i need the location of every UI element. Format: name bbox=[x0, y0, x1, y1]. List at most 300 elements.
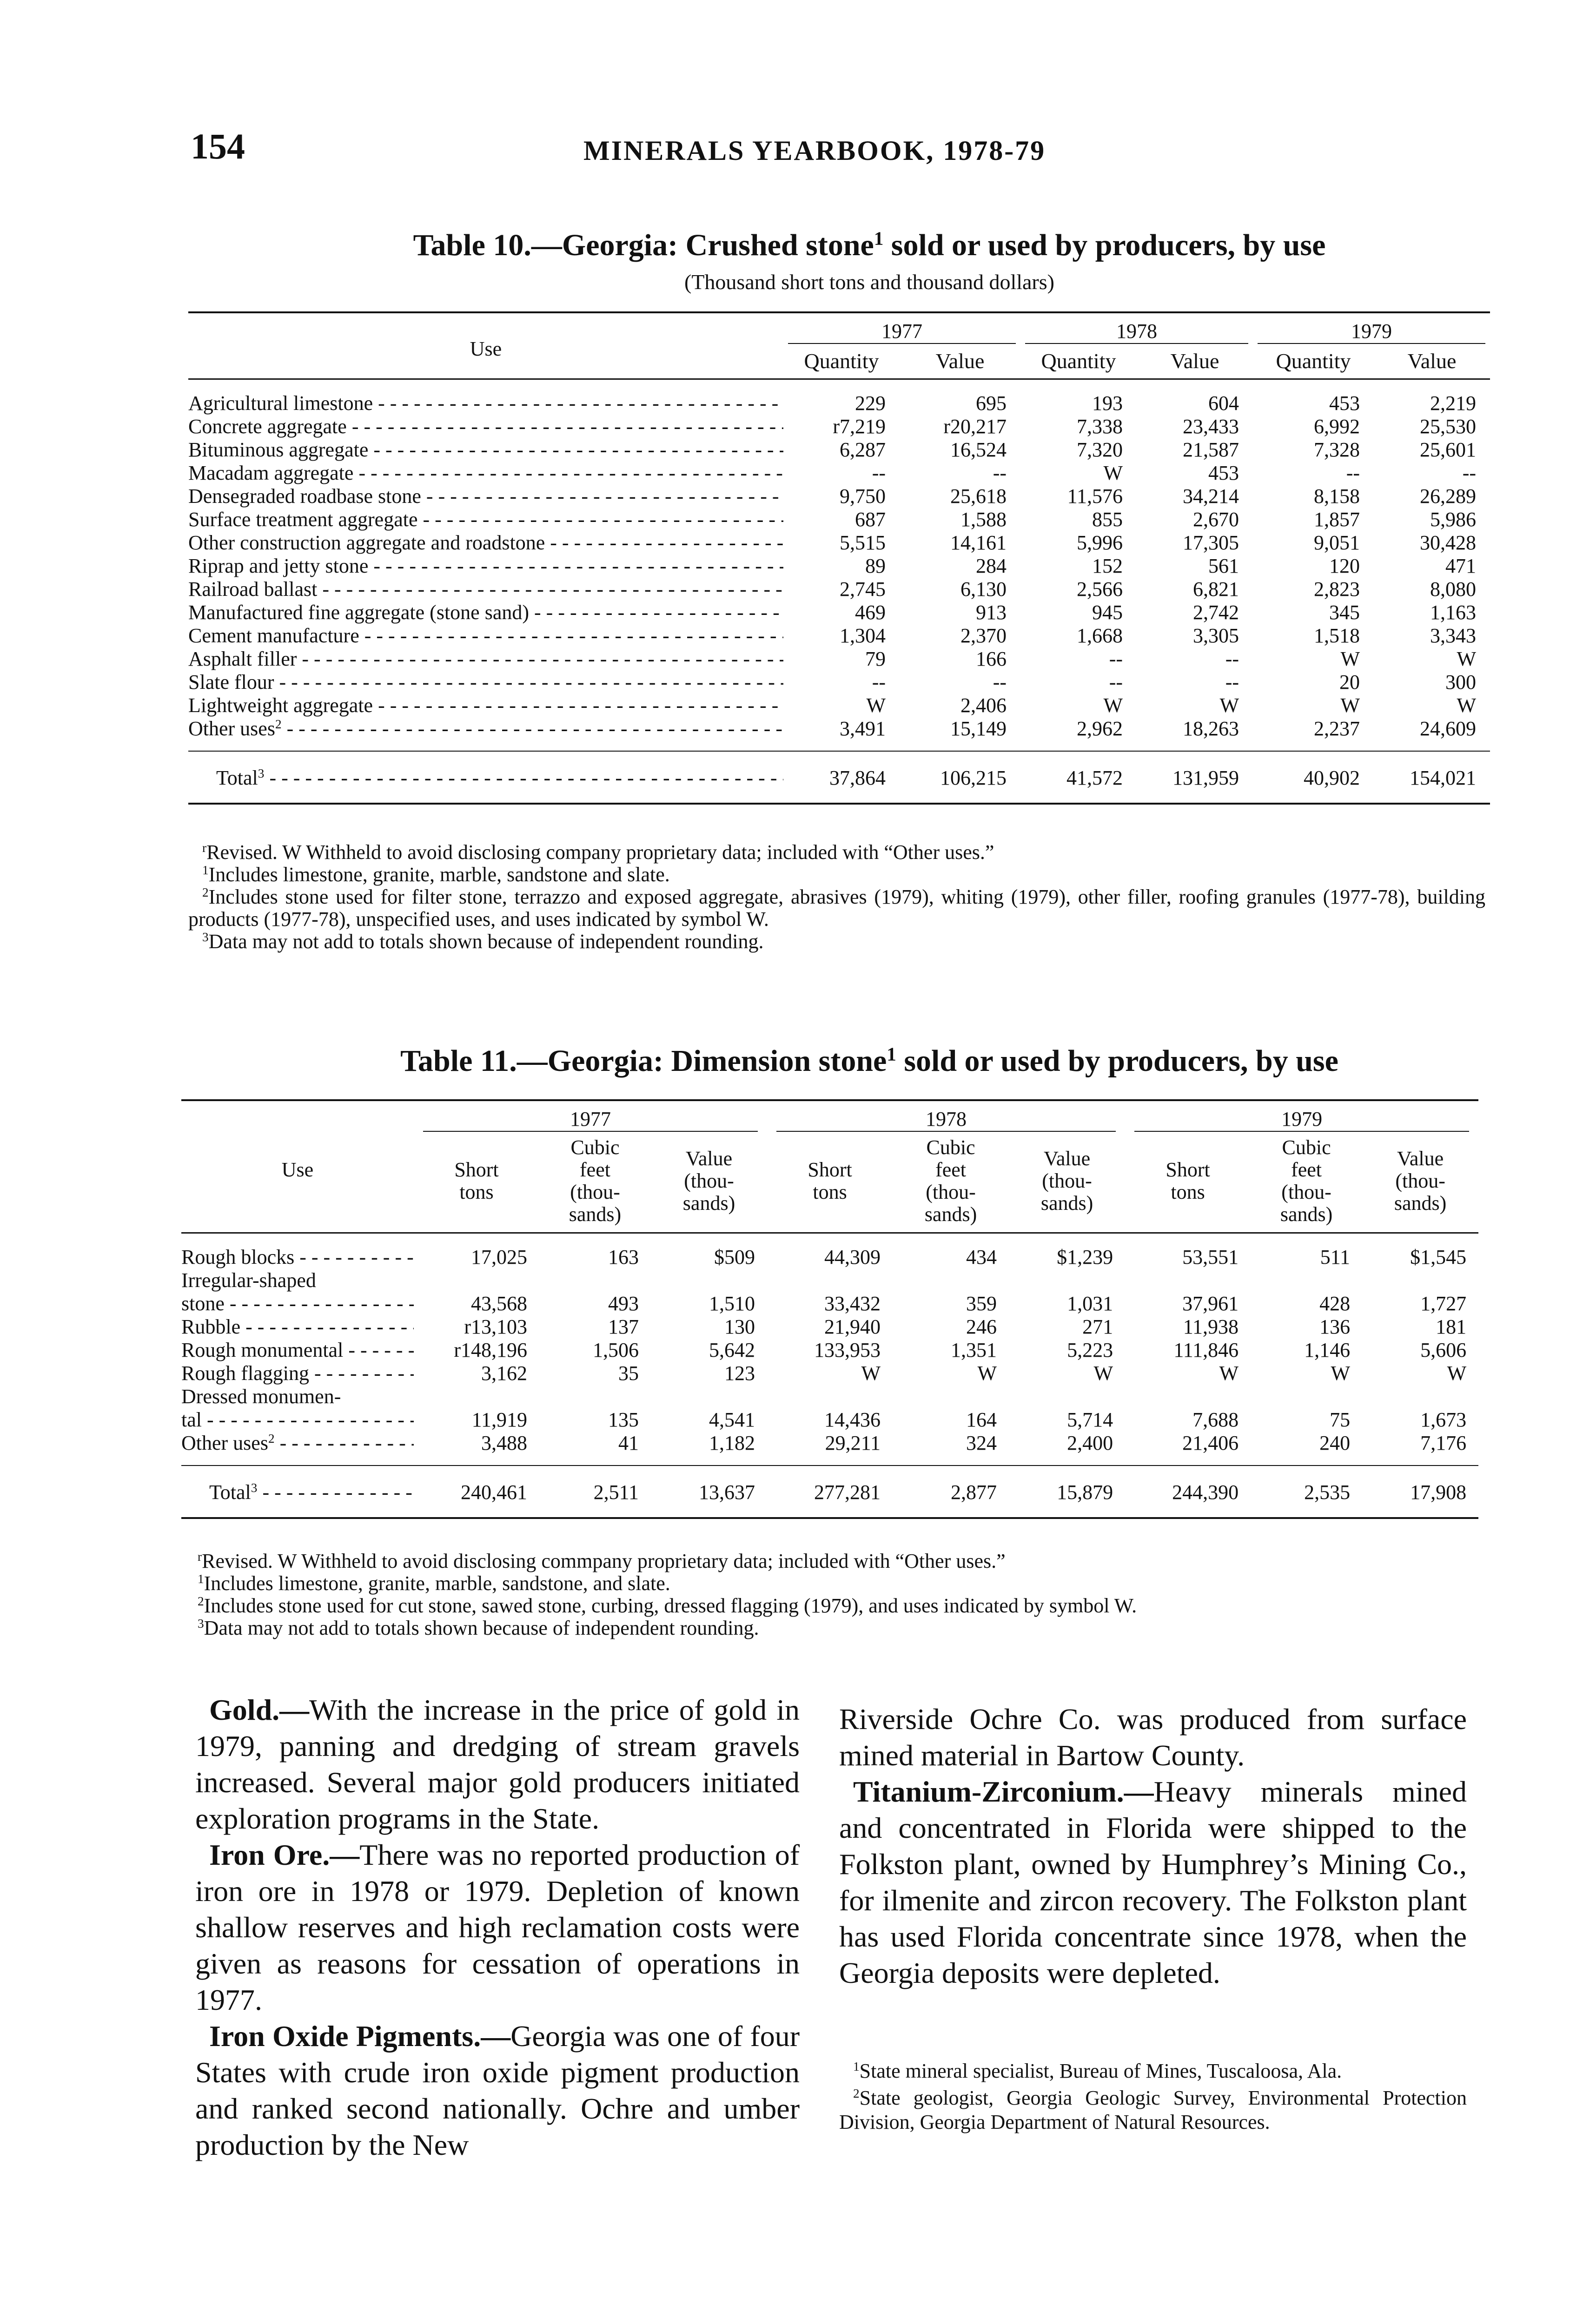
table-cell: 1,163 bbox=[1430, 601, 1476, 624]
row-label-cell bbox=[181, 1315, 414, 1339]
table-cell bbox=[767, 1269, 893, 1292]
table-cell: 33,432 bbox=[824, 1292, 881, 1315]
table-cell: 21,587 bbox=[1183, 438, 1239, 461]
row-label-cell bbox=[181, 1292, 414, 1315]
table-note bbox=[188, 841, 1485, 864]
table10-subtitle: (Thousand short tons and thousand dollars) bbox=[684, 270, 1054, 294]
iron-ore-body: There was no reported production of iron ore in 1978 or 1979. Depletion of known shallow reserves and high reclamation costs were given as reasons for cessation of operations in 1977. bbox=[195, 1838, 800, 2016]
table-row bbox=[188, 624, 1490, 647]
table-cell: 24,609 bbox=[1374, 717, 1490, 751]
table-cell: -- bbox=[1462, 462, 1476, 484]
heading-iron-oxide: Iron Oxide Pigments.— bbox=[209, 2020, 511, 2053]
row-label: Total bbox=[216, 766, 258, 789]
text-column-right bbox=[839, 1701, 1467, 1991]
table10-use-header: Use bbox=[188, 312, 783, 379]
total-cell: 41,572 bbox=[1020, 751, 1137, 804]
row-label: stone bbox=[181, 1292, 225, 1315]
note-marker: 3 bbox=[202, 930, 209, 944]
table-cell: r20,217 bbox=[943, 415, 1007, 438]
table10-col-quantity: Quantity bbox=[1253, 350, 1374, 379]
table-cell: 5,986 bbox=[1430, 508, 1476, 531]
row-label-cell bbox=[188, 624, 783, 647]
table-cell: -- bbox=[1225, 647, 1239, 670]
table-cell: -- bbox=[993, 462, 1007, 484]
row-label: Riprap and jetty stone bbox=[188, 555, 369, 577]
table-row bbox=[181, 1233, 1478, 1269]
row-label-cell bbox=[188, 671, 783, 694]
iron-oxide-body: Georgia was one of four States with crude iron oxide pigment production and ranked second nationally. Ochre and umber production by the New bbox=[195, 2020, 800, 2161]
table-cell: 5,606 bbox=[1420, 1339, 1467, 1361]
table-cell: 3,305 bbox=[1193, 624, 1239, 647]
table-cell bbox=[539, 1385, 651, 1408]
table-row bbox=[188, 578, 1490, 601]
table-cell: 471 bbox=[1445, 555, 1476, 577]
table-cell: 25,618 bbox=[950, 485, 1007, 508]
row-label: Manufactured fine aggregate (stone sand) bbox=[188, 601, 530, 624]
row-label: Agricultural limestone bbox=[188, 392, 373, 415]
table-cell: 428 bbox=[1319, 1292, 1351, 1315]
table-cell: 6,130 bbox=[960, 578, 1007, 601]
table-row bbox=[188, 717, 1490, 751]
row-label-cell bbox=[188, 717, 783, 751]
total-cell: 106,215 bbox=[900, 751, 1020, 804]
table-row bbox=[181, 1339, 1478, 1362]
running-head: MINERALS YEARBOOK, 1978-79 bbox=[583, 135, 1046, 166]
table-cell: W bbox=[1340, 647, 1360, 670]
table-cell: W bbox=[1219, 1362, 1239, 1385]
table-cell: 16,524 bbox=[950, 438, 1007, 461]
footnote bbox=[839, 2059, 1467, 2083]
row-label: tal bbox=[181, 1408, 202, 1431]
note-marker: r bbox=[202, 841, 207, 855]
footnote-marker: 1 bbox=[853, 2060, 860, 2073]
table-cell bbox=[767, 1385, 893, 1408]
table-cell: 1,857 bbox=[1314, 508, 1360, 531]
table-cell: 29,211 bbox=[767, 1432, 893, 1466]
table-cell: 75 bbox=[1330, 1408, 1351, 1431]
table-cell: 166 bbox=[976, 647, 1007, 670]
table-cell: 11,919 bbox=[471, 1408, 527, 1431]
table-note bbox=[188, 931, 1485, 953]
table10-col-value: Value bbox=[1374, 350, 1490, 379]
table-cell: 1,727 bbox=[1420, 1292, 1467, 1315]
table-row bbox=[188, 485, 1490, 508]
table-row bbox=[181, 1385, 1478, 1408]
row-label-cell bbox=[188, 601, 783, 624]
table-cell: 7,328 bbox=[1314, 438, 1360, 461]
footnote-text: State geologist, Georgia Geologic Survey, Environmental Protection Division, Georgia Department of Natural Resources. bbox=[839, 2086, 1467, 2133]
table-cell: 6,287 bbox=[840, 438, 886, 461]
table-row bbox=[188, 647, 1490, 671]
table-cell: 2,670 bbox=[1193, 508, 1239, 531]
table-cell: W bbox=[1447, 1362, 1467, 1385]
table-cell: 1,518 bbox=[1314, 624, 1360, 647]
total-cell: 277,281 bbox=[767, 1466, 893, 1518]
row-label: Bituminous aggregate bbox=[188, 438, 369, 461]
table-cell: 434 bbox=[966, 1246, 997, 1268]
paragraph-gold bbox=[195, 1692, 800, 1837]
table-cell: 21,406 bbox=[1125, 1432, 1251, 1466]
table-cell: 4,541 bbox=[709, 1408, 755, 1431]
row-label-cell bbox=[188, 751, 783, 804]
table-cell: 79 bbox=[865, 647, 886, 670]
table-cell: 164 bbox=[966, 1408, 997, 1431]
total-cell: 131,959 bbox=[1137, 751, 1253, 804]
table-cell: 229 bbox=[855, 392, 886, 415]
row-label-cell bbox=[181, 1432, 414, 1466]
table-cell: 163 bbox=[608, 1246, 639, 1268]
footnote-marker: 2 bbox=[853, 2086, 860, 2100]
table-row bbox=[181, 1432, 1478, 1466]
row-label-cell bbox=[188, 462, 783, 485]
row-label-cell bbox=[188, 485, 783, 508]
table-cell: $1,545 bbox=[1410, 1246, 1467, 1268]
table-cell: 246 bbox=[966, 1315, 997, 1338]
row-label-cell bbox=[188, 438, 783, 462]
table-cell: 7,688 bbox=[1192, 1408, 1239, 1431]
table11-col-cubic-feet: Cubic feet (thou- sands) bbox=[1280, 1136, 1333, 1226]
table11-col-cubic-feet: Cubic feet (thou- sands) bbox=[569, 1136, 622, 1226]
titanium-body: Heavy minerals mined and concentrated in Florida were shipped to the Folkston plant, owned by Humphrey’s Mining Co., for ilmenite and zircon recovery. The Folkston plant has used Florida concentrate since 1978, when the Georgia deposits were depleted. bbox=[839, 1775, 1467, 1989]
table-cell: 20 bbox=[1339, 671, 1360, 693]
table-row bbox=[188, 531, 1490, 555]
table-row bbox=[188, 508, 1490, 531]
table-cell: 3,491 bbox=[783, 717, 900, 751]
table-cell: W bbox=[1103, 462, 1123, 484]
table11-col-short-tons: Short tons bbox=[1166, 1158, 1210, 1203]
table-cell: 44,309 bbox=[824, 1246, 881, 1268]
table-note bbox=[184, 1572, 1481, 1595]
table-cell: 1,673 bbox=[1420, 1408, 1467, 1431]
total-row bbox=[188, 751, 1490, 804]
total-cell: 2,877 bbox=[893, 1466, 1009, 1518]
row-label: Irregular-shaped bbox=[181, 1269, 316, 1292]
table-cell: 1,304 bbox=[840, 624, 886, 647]
table-cell: 152 bbox=[1092, 555, 1123, 577]
table11-col-short-tons: Short tons bbox=[454, 1158, 499, 1203]
table-cell: 271 bbox=[1082, 1315, 1113, 1338]
table-cell: 23,433 bbox=[1183, 415, 1239, 438]
table-cell: 300 bbox=[1445, 671, 1476, 693]
table-cell: 3,343 bbox=[1430, 624, 1476, 647]
row-label: Lightweight aggregate bbox=[188, 694, 373, 717]
table10-col-quantity: Quantity bbox=[783, 350, 900, 379]
table10-col-quantity: Quantity bbox=[1020, 350, 1137, 379]
gold-body: With the increase in the price of gold in 1979, panning and dredging of stream gravels increased. Several major gold producers initiated exploration programs in the State. bbox=[195, 1693, 800, 1835]
table-cell: 855 bbox=[1092, 508, 1123, 531]
row-label-sup: 2 bbox=[275, 717, 282, 731]
table-cell: -- bbox=[1225, 671, 1239, 693]
table-cell: -- bbox=[1109, 647, 1123, 670]
heading-iron-ore: Iron Ore.— bbox=[209, 1838, 360, 1871]
table-cell: -- bbox=[1109, 671, 1123, 693]
table-cell: 493 bbox=[608, 1292, 639, 1315]
table-cell: 11,576 bbox=[1067, 485, 1123, 508]
table-cell: -- bbox=[872, 462, 886, 484]
table-cell bbox=[1251, 1385, 1362, 1408]
table-cell: 2,742 bbox=[1193, 601, 1239, 624]
row-label: Rough flagging bbox=[181, 1362, 309, 1385]
table-cell: 687 bbox=[855, 508, 886, 531]
table-cell: 17,025 bbox=[471, 1246, 527, 1268]
heading-gold: Gold.— bbox=[209, 1693, 310, 1726]
table-cell: 604 bbox=[1208, 392, 1239, 415]
table-cell: 5,515 bbox=[840, 531, 886, 554]
table-cell: 284 bbox=[976, 555, 1007, 577]
table-cell: 5,714 bbox=[1067, 1408, 1113, 1431]
note-marker: 2 bbox=[202, 885, 209, 899]
table-cell: 137 bbox=[608, 1315, 639, 1338]
table-cell: 511 bbox=[1320, 1246, 1351, 1268]
note-text: Revised. W Withheld to avoid disclosing company proprietary data; included with “Other uses.” bbox=[206, 841, 994, 864]
note-marker: 1 bbox=[198, 1572, 204, 1586]
table-cell bbox=[651, 1385, 767, 1408]
table-cell bbox=[1009, 1385, 1125, 1408]
table-cell: -- bbox=[993, 671, 1007, 693]
table-cell: 2,237 bbox=[1253, 717, 1374, 751]
total-cell: 17,908 bbox=[1362, 1466, 1478, 1518]
row-label-cell bbox=[188, 531, 783, 555]
table-cell bbox=[414, 1385, 539, 1408]
total-row bbox=[181, 1466, 1478, 1518]
note-marker: 2 bbox=[198, 1594, 204, 1608]
row-label-cell bbox=[181, 1466, 414, 1518]
table-cell: 345 bbox=[1329, 601, 1360, 624]
total-cell: 15,879 bbox=[1009, 1466, 1125, 1518]
table-row bbox=[181, 1315, 1478, 1339]
table11-col-value: Value (thou- sands) bbox=[1040, 1147, 1093, 1215]
table-cell: 561 bbox=[1208, 555, 1239, 577]
row-label: Surface treatment aggregate bbox=[188, 508, 418, 531]
table-cell bbox=[414, 1269, 539, 1292]
table-cell: 15,149 bbox=[900, 717, 1020, 751]
table11-title-sup: 1 bbox=[887, 1043, 896, 1065]
table-row bbox=[188, 438, 1490, 462]
table-note bbox=[184, 1617, 1481, 1639]
table-cell: 8,080 bbox=[1430, 578, 1476, 601]
table-cell: 41 bbox=[539, 1432, 651, 1466]
row-label: Rubble bbox=[181, 1315, 241, 1338]
table-cell: 30,428 bbox=[1420, 531, 1476, 554]
table-cell: 6,821 bbox=[1193, 578, 1239, 601]
table-cell: 2,566 bbox=[1077, 578, 1123, 601]
row-label-cell bbox=[181, 1385, 414, 1408]
total-cell: 2,511 bbox=[539, 1466, 651, 1518]
table-cell: 453 bbox=[1329, 392, 1360, 415]
table-cell: 7,338 bbox=[1077, 415, 1123, 438]
table10-title-text: Table 10.—Georgia: Crushed stone bbox=[413, 228, 874, 262]
table-cell: 240 bbox=[1251, 1432, 1362, 1466]
table-cell bbox=[893, 1385, 1009, 1408]
total-cell: 154,021 bbox=[1374, 751, 1490, 804]
heading-titanium: Titanium-Zirconium.— bbox=[853, 1775, 1154, 1808]
table-cell: $509 bbox=[714, 1246, 755, 1268]
table-cell: 8,158 bbox=[1314, 485, 1360, 508]
table-cell: 133,953 bbox=[814, 1339, 881, 1361]
table-row bbox=[181, 1292, 1478, 1315]
table-cell: 193 bbox=[1092, 392, 1123, 415]
table-cell: W bbox=[1457, 647, 1476, 670]
table11-year-1977: 1977 bbox=[423, 1108, 758, 1132]
note-text: Includes limestone, granite, marble, sandstone, and slate. bbox=[204, 1572, 670, 1595]
row-label: Macadam aggregate bbox=[188, 462, 354, 484]
table-cell: 35 bbox=[618, 1362, 639, 1385]
table-cell: 9,051 bbox=[1314, 531, 1360, 554]
note-text: Includes stone used for filter stone, terrazzo and exposed aggregate, abrasives (1979), whiting (1979), other filler, roofing granules (1977-78), building products (1977-78), unspecified uses, and uses indicated by symbol W. bbox=[188, 885, 1485, 931]
table-cell: 469 bbox=[855, 601, 886, 624]
row-label-cell bbox=[181, 1408, 414, 1432]
table-cell: 130 bbox=[724, 1315, 755, 1338]
note-marker: 3 bbox=[198, 1617, 204, 1631]
table-cell bbox=[1125, 1269, 1251, 1292]
table-cell: 18,263 bbox=[1137, 717, 1253, 751]
table-cell bbox=[1125, 1385, 1251, 1408]
table-cell: 123 bbox=[724, 1362, 755, 1385]
note-text: Data may not add to totals shown because of independent rounding. bbox=[208, 930, 764, 953]
row-label-cell bbox=[181, 1339, 414, 1362]
row-label-cell bbox=[181, 1233, 414, 1269]
table10-title bbox=[195, 228, 1543, 263]
table11 bbox=[181, 1099, 1478, 1519]
row-label-sup: 3 bbox=[251, 1481, 258, 1495]
table-cell: 2,400 bbox=[1009, 1432, 1125, 1466]
row-label-cell bbox=[181, 1269, 414, 1292]
footnote-text: State mineral specialist, Bureau of Mines, Tuscaloosa, Ala. bbox=[859, 2060, 1342, 2082]
table-row bbox=[188, 379, 1490, 416]
total-cell: 37,864 bbox=[783, 751, 900, 804]
table-cell: 34,214 bbox=[1183, 485, 1239, 508]
table-cell: W bbox=[1457, 694, 1476, 717]
table-cell: r7,219 bbox=[833, 415, 886, 438]
table-cell: 53,551 bbox=[1182, 1246, 1239, 1268]
table-cell: 5,642 bbox=[709, 1339, 755, 1361]
table-cell: 2,370 bbox=[960, 624, 1007, 647]
table-cell: r148,196 bbox=[454, 1339, 527, 1361]
table-row bbox=[188, 671, 1490, 694]
table-cell: 2,219 bbox=[1430, 392, 1476, 415]
table10 bbox=[188, 311, 1490, 805]
table-cell: 5,996 bbox=[1077, 531, 1123, 554]
total-cell: 2,535 bbox=[1251, 1466, 1362, 1518]
table-row bbox=[188, 601, 1490, 624]
table-cell bbox=[1362, 1269, 1478, 1292]
table-cell: 2,406 bbox=[960, 694, 1007, 717]
table-cell: W bbox=[861, 1362, 881, 1385]
table-cell: -- bbox=[1346, 462, 1360, 484]
table-cell: W bbox=[866, 694, 886, 717]
table-cell: 21,940 bbox=[824, 1315, 881, 1338]
table11-col-cubic-feet: Cubic feet (thou- sands) bbox=[924, 1136, 977, 1226]
row-label: Rough blocks bbox=[181, 1246, 295, 1268]
note-marker: 1 bbox=[202, 863, 209, 877]
table-cell: 1,510 bbox=[709, 1292, 755, 1315]
table-cell: 3,162 bbox=[481, 1362, 527, 1385]
table-cell: 25,530 bbox=[1420, 415, 1476, 438]
table-cell bbox=[1251, 1269, 1362, 1292]
table-row bbox=[188, 462, 1490, 485]
paragraph-titanium bbox=[839, 1774, 1467, 1991]
note-text: Data may not add to totals shown because of independent rounding. bbox=[204, 1617, 759, 1639]
table-cell: 14,436 bbox=[824, 1408, 881, 1431]
row-label: Other uses bbox=[188, 717, 275, 740]
table-cell bbox=[651, 1269, 767, 1292]
table-cell: 453 bbox=[1208, 462, 1239, 484]
table-row bbox=[188, 694, 1490, 717]
table-cell: 111,846 bbox=[1173, 1339, 1239, 1361]
table-cell: 1,146 bbox=[1304, 1339, 1351, 1361]
row-label: Concrete aggregate bbox=[188, 415, 347, 438]
total-cell: 40,902 bbox=[1253, 751, 1374, 804]
table-cell: 120 bbox=[1329, 555, 1360, 577]
row-label: Railroad ballast bbox=[188, 578, 318, 601]
table-cell: 324 bbox=[893, 1432, 1009, 1466]
table-cell: 695 bbox=[976, 392, 1007, 415]
text-column-left bbox=[195, 1692, 800, 2163]
table-row bbox=[181, 1269, 1478, 1292]
paragraph-continuation: Riverside Ochre Co. was produced from surface mined material in Bartow County. bbox=[839, 1703, 1467, 1772]
table-row bbox=[188, 415, 1490, 438]
table11-col-short-tons: Short tons bbox=[808, 1158, 852, 1203]
table11-col-value: Value (thou- sands) bbox=[682, 1147, 735, 1215]
table-cell: 7,176 bbox=[1362, 1432, 1478, 1466]
table11-title-rest: sold or used by producers, by use bbox=[896, 1044, 1338, 1078]
table-cell bbox=[1009, 1269, 1125, 1292]
table-cell: W bbox=[977, 1362, 997, 1385]
row-label: Total bbox=[209, 1481, 251, 1504]
table-cell: $1,239 bbox=[1057, 1246, 1113, 1268]
table-cell: 26,289 bbox=[1420, 485, 1476, 508]
table-cell: 136 bbox=[1319, 1315, 1351, 1338]
total-cell: 244,390 bbox=[1125, 1466, 1251, 1518]
table-cell: W bbox=[1219, 694, 1239, 717]
table10-body bbox=[188, 379, 1490, 804]
table-cell bbox=[539, 1269, 651, 1292]
row-label-cell bbox=[188, 555, 783, 578]
total-cell: 240,461 bbox=[414, 1466, 539, 1518]
table-cell: 89 bbox=[865, 555, 886, 577]
table10-col-value: Value bbox=[1137, 350, 1253, 379]
page-number: 154 bbox=[191, 126, 245, 166]
paragraph-iron-ore bbox=[195, 1837, 800, 2018]
row-label: Slate flour bbox=[188, 671, 274, 693]
row-label-cell bbox=[188, 694, 783, 717]
row-label: Rough monumental bbox=[181, 1339, 344, 1361]
table-cell: W bbox=[1103, 694, 1123, 717]
page-footnotes bbox=[839, 2059, 1467, 2137]
table-cell: 37,961 bbox=[1182, 1292, 1239, 1315]
table-note bbox=[184, 1550, 1481, 1572]
table11-year-1979: 1979 bbox=[1134, 1108, 1469, 1132]
table-cell: 1,031 bbox=[1067, 1292, 1113, 1315]
row-label: Other construction aggregate and roadstone bbox=[188, 531, 545, 554]
row-label-cell bbox=[181, 1362, 414, 1385]
row-label-cell bbox=[188, 578, 783, 601]
note-marker: r bbox=[198, 1550, 202, 1564]
table-cell: W bbox=[1093, 1362, 1113, 1385]
note-text: Includes limestone, granite, marble, sandstone and slate. bbox=[208, 863, 670, 886]
table-cell: 5,223 bbox=[1067, 1339, 1113, 1361]
table-cell: r13,103 bbox=[464, 1315, 527, 1338]
table-cell: 359 bbox=[966, 1292, 997, 1315]
table-cell: 1,506 bbox=[593, 1339, 639, 1361]
row-label-sup: 2 bbox=[268, 1432, 275, 1446]
table-cell: 7,320 bbox=[1077, 438, 1123, 461]
table-cell: 17,305 bbox=[1183, 531, 1239, 554]
table-cell: 11,938 bbox=[1183, 1315, 1239, 1338]
table10-year-1977: 1977 bbox=[788, 320, 1016, 344]
table-cell bbox=[1362, 1385, 1478, 1408]
row-label-sup: 3 bbox=[258, 766, 265, 780]
